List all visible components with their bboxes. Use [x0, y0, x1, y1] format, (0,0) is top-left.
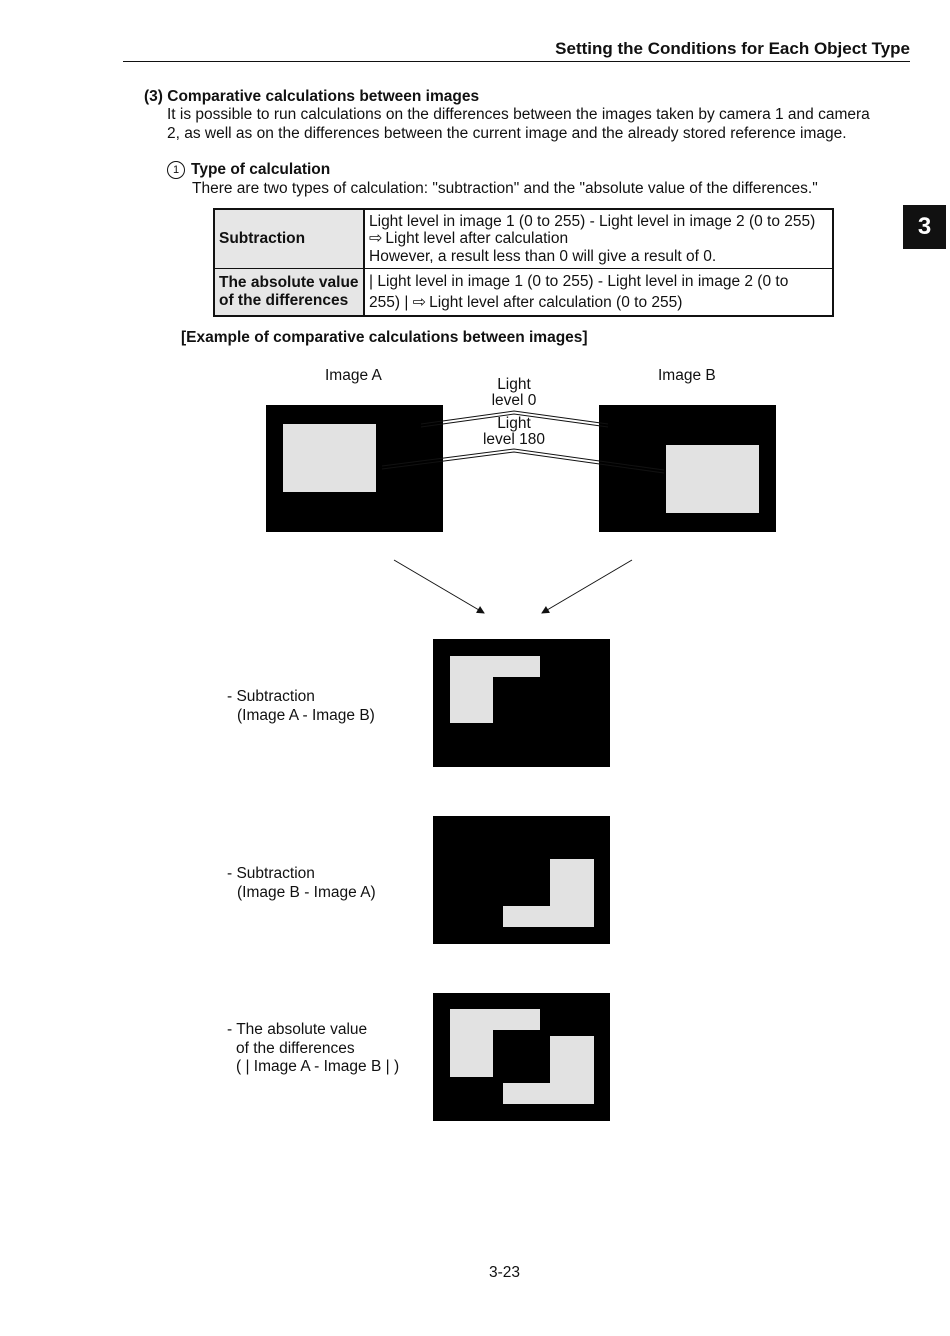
example-title: [Example of comparative calculations between images]: [181, 329, 588, 346]
label-line: Light: [497, 376, 531, 393]
result-image-absolute-difference: [433, 993, 610, 1121]
result-1-label: [227, 688, 375, 725]
label-line: - Subtraction: [227, 688, 315, 705]
label-line: - The absolute value: [227, 1021, 368, 1038]
desc-text: 255) |: [369, 294, 409, 311]
page-header-title: Setting the Conditions for Each Object Type: [555, 39, 910, 58]
label-line: ( | Image A - Image B | ): [236, 1058, 400, 1075]
label-line: of the differences: [236, 1039, 355, 1057]
circled-number: 1: [167, 161, 185, 179]
page-number: 3-23: [489, 1264, 521, 1281]
light-area: [503, 906, 594, 927]
image-a-label: Image A: [325, 367, 382, 384]
result-3-label: [227, 1021, 399, 1077]
chapter-tab: 3: [903, 205, 946, 249]
header-line: of the differences: [219, 292, 349, 309]
result-2-label: [227, 865, 376, 902]
label-line: Light: [497, 415, 531, 432]
label-line: (Image A - Image B): [237, 706, 375, 724]
label-line: level 0: [491, 392, 537, 409]
section-body: It is possible to run calculations on the differences between the images taken by camera 1 and camera 2, as well as on the differences between the current image and the already stored reference image.: [167, 106, 870, 142]
desc-text: Light level after calculation (0 to 255): [429, 294, 683, 311]
label-line: - Subtraction: [227, 865, 315, 882]
result-image-a-minus-b: [433, 639, 610, 767]
leader-lines: [382, 411, 664, 473]
light-area: [503, 1083, 594, 1104]
desc-line: | Light level in image 1 (0 to 255) - Light level in image 2 (0 to: [369, 273, 789, 290]
desc-line: However, a result less than 0 will give a result of 0.: [369, 247, 717, 265]
outline-arrow-icon: ⇨: [412, 294, 427, 311]
desc-line: Light level in image 1 (0 to 255) - Light level in image 2 (0 to 255): [369, 212, 816, 230]
light-area: [450, 656, 493, 723]
arrow-from-image-b: [542, 560, 632, 613]
result-image-b-minus-a: [433, 816, 610, 944]
header-line: The absolute value: [219, 274, 359, 291]
arrow-from-image-a: [394, 560, 484, 613]
subsection-text: There are two types of calculation: "subtraction" and the "absolute value of the differences.": [192, 180, 818, 197]
image-b-label: Image B: [658, 367, 716, 384]
section-heading: (3) Comparative calculations between images: [144, 88, 480, 105]
subsection-title: Type of calculation: [191, 161, 331, 178]
label-line: level 180: [482, 431, 546, 448]
label-line: (Image B - Image A): [237, 883, 376, 901]
desc-text: Light level after calculation: [385, 230, 569, 248]
outline-arrow-icon: ⇨: [369, 230, 383, 248]
row-header-subtraction: Subtraction: [214, 209, 364, 269]
light-area: [450, 1009, 493, 1077]
